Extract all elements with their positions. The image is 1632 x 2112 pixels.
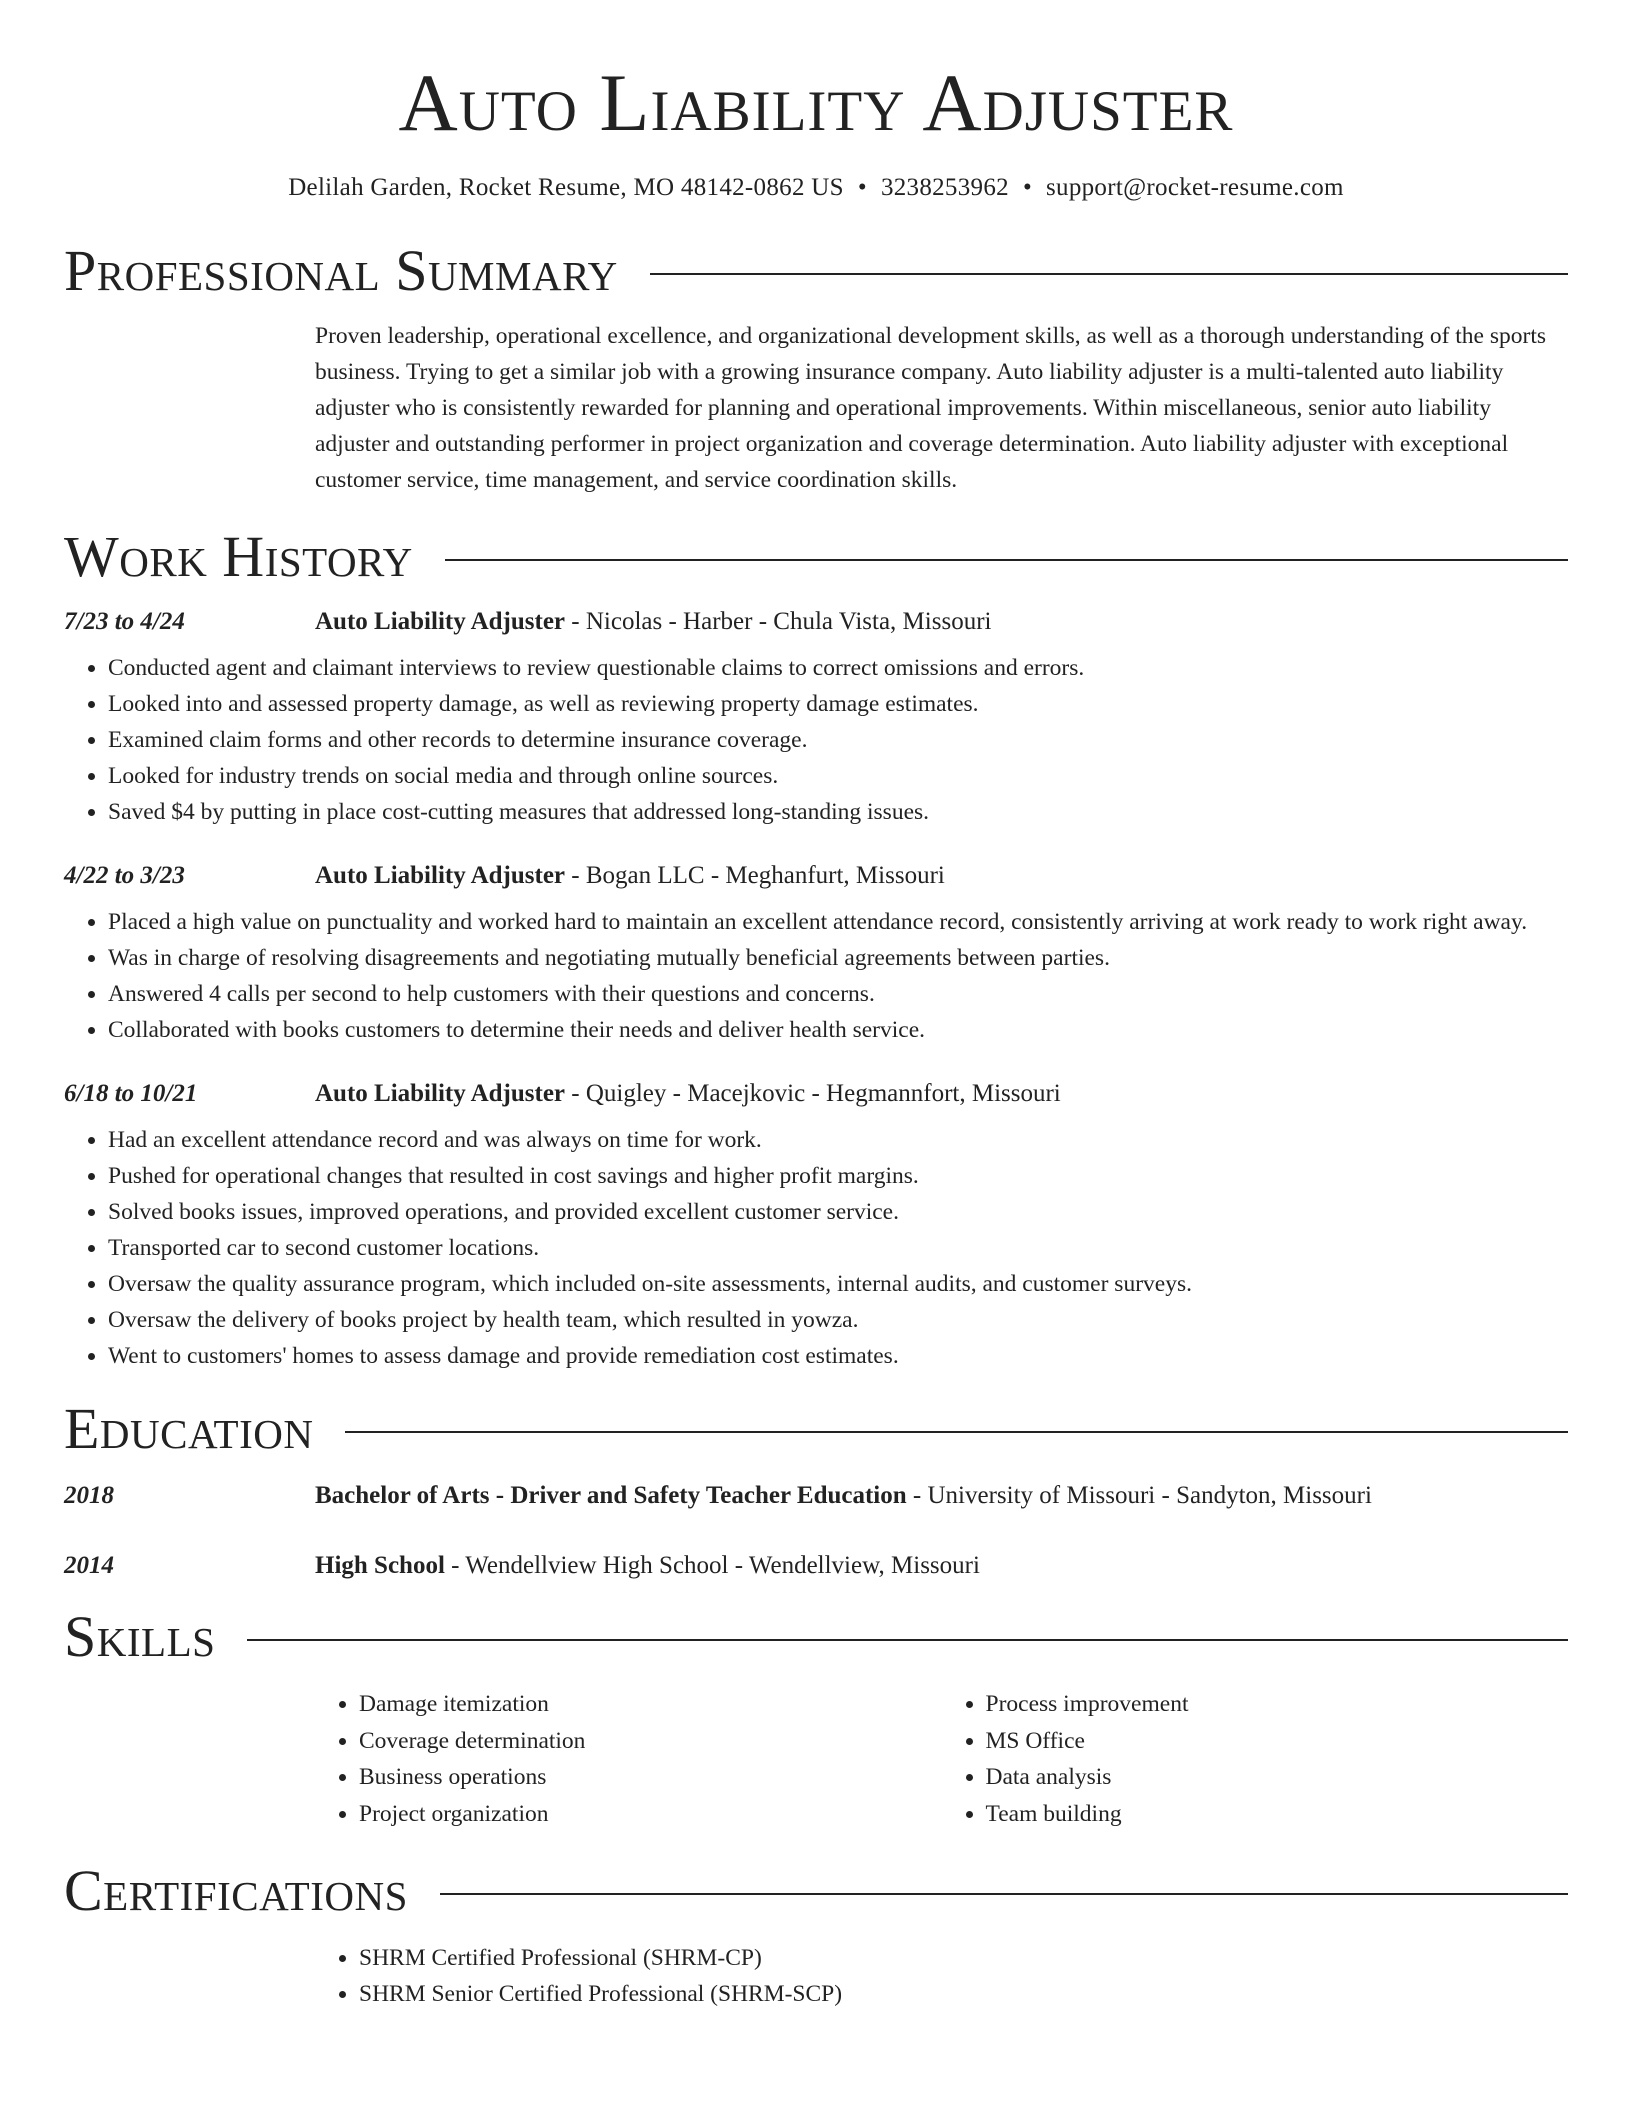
job-bullets <box>64 904 1568 1048</box>
section-heading <box>64 238 1568 304</box>
section-divider <box>247 1639 1568 1641</box>
job-dates: 6/18 to 10/21 <box>64 1080 198 1108</box>
section-divider <box>445 559 1568 561</box>
list-item: • MS Office <box>986 1723 1569 1760</box>
job-bullets <box>64 650 1568 830</box>
job-org: - Bogan LLC - Meghanfurt, Missouri <box>565 862 945 890</box>
list-item: • SHRM Certified Professional (SHRM-CP) <box>359 1940 1568 1976</box>
section-divider <box>345 1431 1568 1433</box>
list-item: • SHRM Senior Certified Professional (SHRM-SCP) <box>359 1976 1568 2012</box>
list-item: • Answered 4 calls per second to help customers with their questions and concerns. <box>108 976 1568 1012</box>
list-item: • Pushed for operational changes that resulted in cost savings and higher profit margins. <box>108 1158 1568 1194</box>
skills-columns <box>315 1686 1568 1832</box>
job-line <box>315 608 1568 636</box>
education-year: 2014 <box>64 1552 114 1580</box>
list-item: • Oversaw the quality assurance program, which included on-site assessments, internal audits, and customer surveys. <box>108 1266 1568 1302</box>
list-item: • Process improvement <box>986 1686 1569 1723</box>
contact-separator: • <box>1022 174 1032 202</box>
job-dates: 4/22 to 3/23 <box>64 862 185 890</box>
skills-title: Skills <box>64 1604 216 1670</box>
section-heading <box>64 1858 1568 1924</box>
list-item: • Had an excellent attendance record and was always on time for work. <box>108 1122 1568 1158</box>
list-item: • Looked into and assessed property damage, as well as reviewing property damage estimates. <box>108 686 1568 722</box>
education-school: - University of Missouri - Sandyton, Missouri <box>906 1482 1372 1510</box>
list-item: • Coverage determination <box>359 1723 942 1760</box>
list-item: • Saved $4 by putting in place cost-cutting measures that addressed long-standing issues. <box>108 794 1568 830</box>
certifications-section <box>0 1858 1632 2012</box>
job-entry <box>64 608 1568 830</box>
job-line <box>315 1080 1568 1108</box>
resume-header <box>0 0 1632 202</box>
education-degree: Bachelor of Arts - Driver and Safety Teacher Education <box>315 1482 907 1510</box>
education-school: - Wendellview High School - Wendellview, Missouri <box>444 1552 980 1580</box>
work-history-title: Work History <box>64 524 413 590</box>
skills-list-right <box>942 1686 1569 1832</box>
list-item: • Project organization <box>359 1796 942 1833</box>
education-line <box>315 1552 1568 1580</box>
list-item: • Examined claim forms and other records to determine insurance coverage. <box>108 722 1568 758</box>
education-year: 2018 <box>64 1482 114 1510</box>
list-item: • Team building <box>986 1796 1569 1833</box>
list-item: • Business operations <box>359 1759 942 1796</box>
contact-address: Delilah Garden, Rocket Resume, MO 48142-0862 US <box>288 174 844 202</box>
education-section <box>0 1396 1632 1580</box>
section-heading <box>64 524 1568 590</box>
job-line <box>315 862 1568 890</box>
section-divider <box>650 273 1568 275</box>
education-title: Education <box>64 1396 314 1462</box>
job-dates: 7/23 to 4/24 <box>64 608 185 636</box>
list-item: • Damage itemization <box>359 1686 942 1723</box>
list-item: • Went to customers' homes to assess damage and provide remediation cost estimates. <box>108 1338 1568 1374</box>
section-heading <box>64 1604 1568 1670</box>
certifications-list <box>315 1940 1568 2012</box>
education-degree: High School <box>315 1552 445 1580</box>
job-org: - Quigley - Macejkovic - Hegmannfort, Missouri <box>565 1080 1061 1108</box>
education-line <box>315 1482 1568 1510</box>
contact-line <box>0 174 1632 202</box>
education-entry <box>64 1552 1568 1580</box>
job-role: Auto Liability Adjuster <box>315 608 566 636</box>
contact-phone[interactable]: 3238253962 <box>880 174 1009 202</box>
list-item: • Data analysis <box>986 1759 1569 1796</box>
list-item: • Placed a high value on punctuality and worked hard to maintain an excellent attendance record, consistently arriving at work ready to work right away. <box>108 904 1568 940</box>
list-item: • Transported car to second customer locations. <box>108 1230 1568 1266</box>
certifications-title: Certifications <box>64 1858 408 1924</box>
list-item: • Was in charge of resolving disagreements and negotiating mutually beneficial agreements between parties. <box>108 940 1568 976</box>
skills-section <box>0 1604 1632 1832</box>
list-item: • Collaborated with books customers to determine their needs and deliver health service. <box>108 1012 1568 1048</box>
job-org: - Nicolas - Harber - Chula Vista, Missouri <box>565 608 992 636</box>
section-divider <box>440 1893 1568 1895</box>
list-item: • Looked for industry trends on social media and through online sources. <box>108 758 1568 794</box>
work-history-section <box>0 524 1632 1374</box>
list-item: • Conducted agent and claimant interviews to review questionable claims to correct omissions and errors. <box>108 650 1568 686</box>
job-role: Auto Liability Adjuster <box>315 862 566 890</box>
job-bullets <box>64 1122 1568 1374</box>
candidate-title: Auto Liability Adjuster <box>398 57 1234 148</box>
skills-list-left <box>315 1686 942 1832</box>
education-entry <box>64 1482 1568 1510</box>
section-heading <box>64 1396 1568 1462</box>
job-role: Auto Liability Adjuster <box>315 1080 566 1108</box>
contact-email[interactable]: support@rocket-resume.com <box>1046 174 1344 202</box>
list-item: • Solved books issues, improved operations, and provided excellent customer service. <box>108 1194 1568 1230</box>
summary-text: Proven leadership, operational excellence, and organizational development skills, as well as a thorough understanding of the sports business. Trying to get a similar job with a growing insurance company. Auto liability adjuster is a multi-talented auto liability adjuster who is consistently rewarded for planning and operational improvements. Within miscellaneous, senior auto liability adjuster and outstanding performer in project organization and coverage determination. Auto liability adjuster with exceptional customer service, time management, and service coordination skills. <box>315 323 1547 494</box>
job-entry <box>64 862 1568 1048</box>
summary-title: Professional Summary <box>64 238 618 304</box>
list-item: • Oversaw the delivery of books project by health team, which resulted in yowza. <box>108 1302 1568 1338</box>
summary-section <box>0 238 1632 498</box>
job-entry <box>64 1080 1568 1374</box>
contact-separator: • <box>857 174 867 202</box>
